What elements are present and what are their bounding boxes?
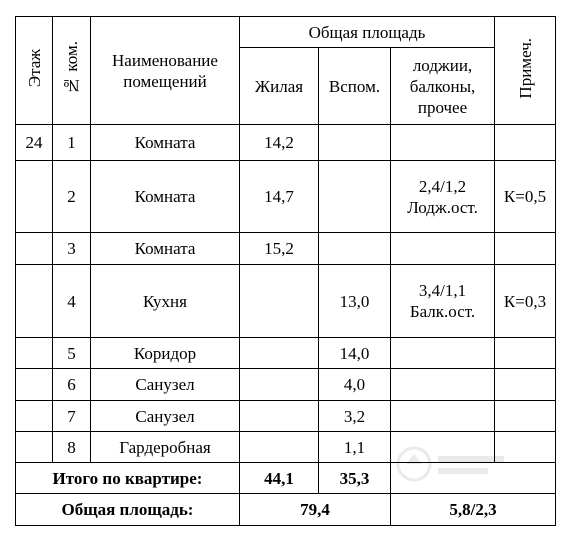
apartment-total-label: Итого по квартире: [16,463,240,494]
aux-cell: 3,2 [319,401,391,432]
living-cell [240,369,319,401]
room-name-cell: Комната [91,125,240,161]
floor-cell [16,233,53,265]
note-cell [495,338,556,369]
total-area-value: 79,4 [240,494,391,526]
room-no-cell: 3 [53,233,91,265]
floor-cell [16,338,53,369]
loggia-cell [391,401,495,432]
table-row [16,125,556,161]
living-cell: 15,2 [240,233,319,265]
header-room-no: № ком. [53,17,91,125]
aux-cell [319,233,391,265]
living-cell [240,432,319,463]
header-floor: Этаж [16,17,53,125]
header-notes: Примеч. [495,17,556,125]
room-no-cell: 4 [53,265,91,338]
header-total-area: Общая площадь [240,17,495,48]
room-name-cell: Гардеробная [91,432,240,463]
room-name-cell: Комната [91,233,240,265]
floor-cell: 24 [16,125,53,161]
living-cell: 14,7 [240,161,319,233]
aux-cell: 4,0 [319,369,391,401]
loggia-cell: 2,4/1,2 Лодж.ост. [391,161,495,233]
note-cell [495,125,556,161]
room-name-cell: Коридор [91,338,240,369]
living-total: 44,1 [240,463,319,494]
living-cell [240,401,319,432]
table-row [16,369,556,401]
loggia-cell [391,125,495,161]
table-row [16,401,556,432]
total-area-row [16,494,556,526]
floor-cell [16,401,53,432]
note-cell [495,401,556,432]
header-loggias: лоджии, балконы, прочее [391,48,495,125]
room-no-cell: 7 [53,401,91,432]
loggia-cell [391,369,495,401]
total-area-label: Общая площадь: [16,494,240,526]
room-no-cell: 8 [53,432,91,463]
floor-cell [16,432,53,463]
aux-cell [319,125,391,161]
loggia-cell [391,233,495,265]
living-cell [240,265,319,338]
header-living: Жилая [240,48,319,125]
room-no-cell: 6 [53,369,91,401]
aux-cell [319,161,391,233]
note-cell [495,369,556,401]
aux-cell: 13,0 [319,265,391,338]
loggia-cell: 3,4/1,1 Балк.ост. [391,265,495,338]
header-auxiliary: Вспом. [319,48,391,125]
note-cell: К=0,5 [495,161,556,233]
floor-cell [16,161,53,233]
loggia-cell [391,338,495,369]
floor-cell [16,369,53,401]
aux-cell: 1,1 [319,432,391,463]
room-name-cell: Санузел [91,401,240,432]
table-row [16,265,556,338]
table-row [16,338,556,369]
loggia-total-value: 5,8/2,3 [391,494,556,526]
table-row [16,161,556,233]
room-no-cell: 1 [53,125,91,161]
room-no-cell: 5 [53,338,91,369]
room-name-cell: Комната [91,161,240,233]
room-name-cell: Санузел [91,369,240,401]
aux-cell: 14,0 [319,338,391,369]
header-room-name: Наименование помещений [91,17,240,125]
aux-total: 35,3 [319,463,391,494]
note-cell [495,233,556,265]
room-no-cell: 2 [53,161,91,233]
floor-cell [16,265,53,338]
note-cell: К=0,3 [495,265,556,338]
living-cell: 14,2 [240,125,319,161]
watermark-logo-icon [392,434,512,494]
living-cell [240,338,319,369]
table-row [16,233,556,265]
room-name-cell: Кухня [91,265,240,338]
